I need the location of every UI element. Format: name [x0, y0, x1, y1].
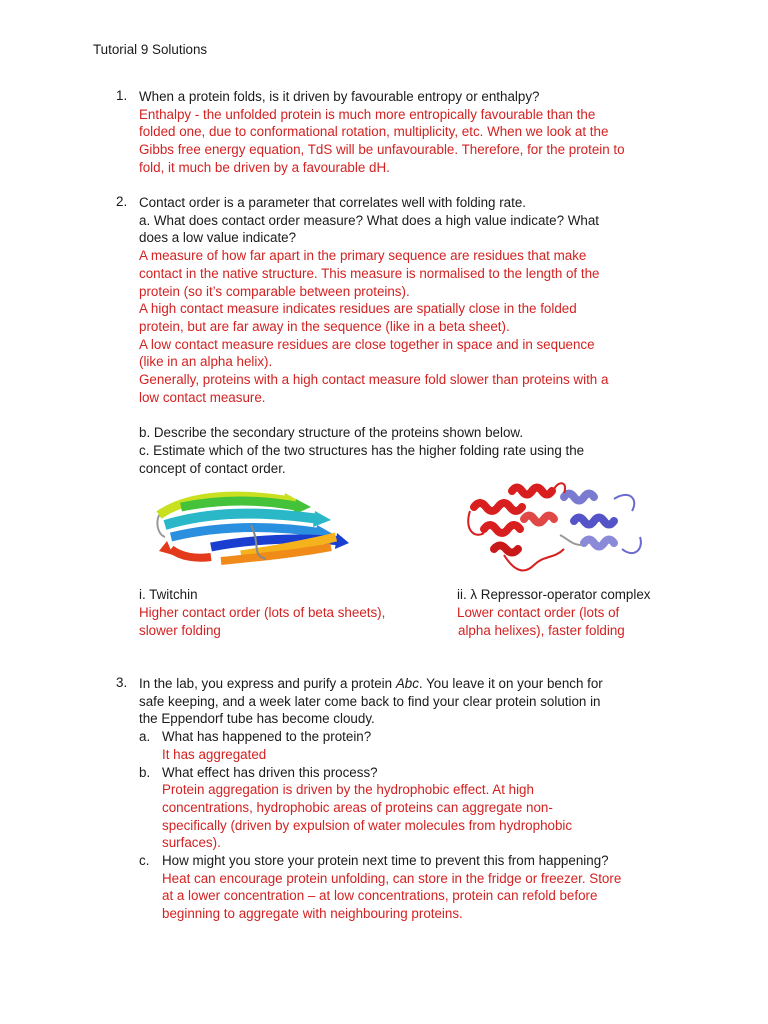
answer-line: concentrations, hydrophobic areas of proteins can aggregate non-	[162, 799, 553, 815]
part-a-line: a. What does contact order measure? What does a high value indicate? What	[139, 212, 600, 228]
question-text-line: safe keeping, and a week later come back to find your clear protein solution in	[139, 693, 601, 709]
part-c-line: c. Estimate which of the two structures has the higher folding rate using the	[139, 442, 585, 458]
answer-line: Protein aggregation is driven by the hydrophobic effect. At high	[162, 782, 534, 798]
question-text: In the lab, you express and purify a protein Abc. You leave it on your bench for	[139, 676, 603, 691]
sub-question-text: How might you store your protein next time to prevent this from happening?	[162, 853, 609, 869]
question-1	[116, 88, 676, 177]
answer-line: Generally, proteins with a high contact measure fold slower than proteins with a	[139, 372, 609, 388]
answer-line: A measure of how far apart in the primary sequence are residues that make	[139, 248, 587, 264]
answer-line: low contact measure.	[139, 389, 266, 405]
sub-question-text: What effect has driven this process?	[162, 764, 378, 780]
figure-1-answer-line: Higher contact order (lots of beta sheets),	[139, 605, 386, 621]
sub-question-c	[139, 852, 676, 923]
figure-2-answer-line: Lower contact order (lots of	[457, 605, 620, 621]
question-number: 1.	[116, 88, 128, 103]
question-text: When a protein folds, is it driven by favourable entropy or enthalpy?	[139, 89, 540, 104]
sub-label: c.	[139, 853, 150, 869]
answer-line: (like in an alpha helix).	[139, 354, 273, 370]
answer-line: at a lower concentration – at low concentrations, protein can refold before	[162, 888, 598, 904]
question-number: 2.	[116, 194, 128, 209]
figure-1-answer-line: slower folding	[139, 623, 221, 639]
part-c-line: concept of contact order.	[139, 460, 286, 476]
part-a-line: does a low value indicate?	[139, 230, 297, 246]
question-text: Contact order is a parameter that correlates well with folding rate.	[139, 195, 527, 210]
twitchin-structure-image	[151, 485, 351, 575]
answer-line: contact in the native structure. This measure is normalised to the length of the	[139, 265, 600, 281]
figure-2-caption: ii. λ Repressor-operator complex	[457, 587, 651, 603]
answer-line: specifically (driven by expulsion of water molecules from hydrophobic	[162, 817, 573, 833]
sub-question-b	[139, 764, 676, 853]
question-number: 3.	[116, 675, 128, 690]
answer-line: fold, it much be driven by a favourable dH.	[139, 159, 390, 175]
sub-question-a	[139, 728, 676, 763]
answer-line: Enthalpy - the unfolded protein is much more entropically favourable than the	[139, 106, 596, 122]
question-text-line: the Eppendorf tube has become cloudy.	[139, 711, 375, 727]
figure-2-answer-line: alpha helixes), faster folding	[458, 623, 625, 639]
question-2	[116, 194, 676, 637]
figure-row	[139, 477, 676, 637]
answer-line: It has aggregated	[162, 746, 267, 762]
answer-line: beginning to aggregate with neighbouring proteins.	[162, 906, 463, 922]
sub-label: a.	[139, 729, 151, 745]
part-b-text: b. Describe the secondary structure of the proteins shown below.	[139, 425, 524, 441]
answer-line: Gibbs free energy equation, TdS will be unfavourable. Therefore, for the protein to	[139, 142, 625, 158]
answer-line: folded one, due to conformational rotation, multiplicity, etc. When we look at the	[139, 124, 609, 140]
document-title: Tutorial 9 Solutions	[93, 42, 208, 57]
answer-line: A high contact measure indicates residues are spatially close in the folded	[139, 301, 577, 317]
figure-1-caption: i. Twitchin	[139, 587, 198, 603]
answer-line: A low contact measure residues are close together in space and in sequence	[139, 336, 595, 352]
question-3	[116, 675, 676, 923]
answer-line: Heat can encourage protein unfolding, can store in the fridge or freezer. Store	[162, 870, 622, 886]
sub-label: b.	[139, 764, 151, 780]
lambda-repressor-structure-image	[464, 479, 649, 579]
answer-line: protein, but are far away in the sequence (like in a beta sheet).	[139, 318, 510, 334]
sub-question-text: What has happened to the protein?	[162, 729, 372, 745]
answer-line: protein (so it’s comparable between proteins).	[139, 283, 410, 299]
answer-line: surfaces).	[162, 835, 221, 851]
